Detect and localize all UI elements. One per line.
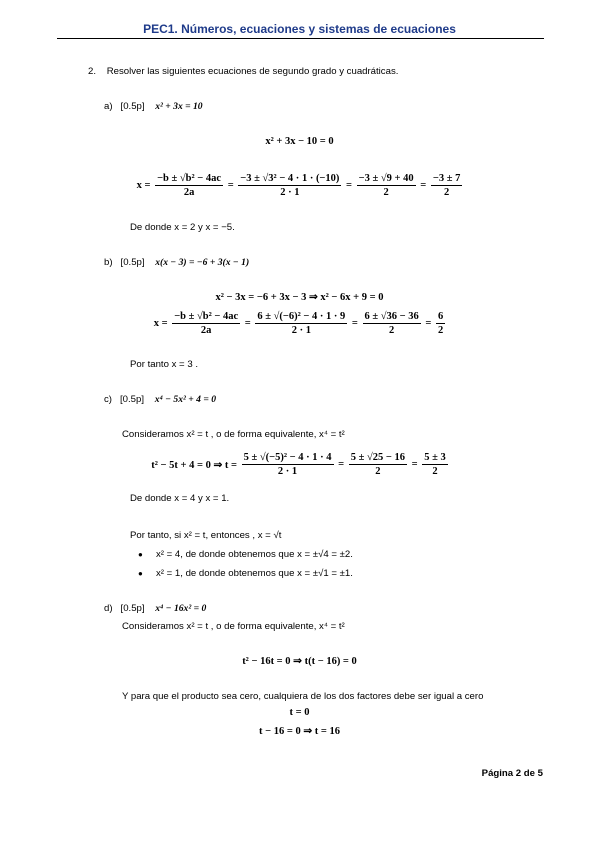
fraction-numerator: 5 ± √(−5)² − 4 · 1 · 4 <box>243 452 332 463</box>
part-c-equation: x⁴ − 5x² + 4 = 0 <box>154 394 217 405</box>
part-b-label: b) <box>104 257 113 268</box>
equals-sign: = <box>227 180 234 191</box>
fraction-numerator: −3 ± 7 <box>432 173 461 184</box>
bullet-icon: ● <box>138 550 143 559</box>
page-number: Página 2 de 5 <box>481 768 543 779</box>
part-a-heading <box>104 101 203 112</box>
part-a-equation: x² + 3x = 10 <box>155 101 203 112</box>
fraction-denominator: 2 · 1 <box>280 187 300 198</box>
equals-sign: = <box>244 318 251 329</box>
part-c-label: c) <box>104 394 112 405</box>
fraction-substituted <box>255 310 347 337</box>
fraction-denominator: 2 <box>444 187 450 198</box>
bullet-text: x² = 1, de donde obtenemos que x = ±√1 = ±1. <box>156 568 353 579</box>
formula-lhs: x = <box>153 318 168 329</box>
problem-statement <box>88 66 398 77</box>
list-item <box>138 549 353 560</box>
part-c-substitution: Consideramos x² = t , o de forma equivalente, x⁴ = t² <box>122 429 345 440</box>
part-d-heading <box>104 603 206 614</box>
fraction-numerator: 6 <box>438 311 444 322</box>
equals-sign: = <box>425 318 432 329</box>
part-d-explanation: Y para que el producto sea cero, cualquiera de los dos factores debe ser igual a cero <box>122 691 484 702</box>
page-header-title: PEC1. Números, ecuaciones y sistemas de ecuaciones <box>143 22 456 36</box>
problem-text: Resolver las siguientes ecuaciones de segundo grado y cuadráticas. <box>106 66 399 77</box>
part-a-label: a) <box>104 101 113 112</box>
fraction-numerator: 5 ± √25 − 16 <box>350 452 405 463</box>
fraction-substituted <box>242 451 334 478</box>
part-d-label: d) <box>104 603 113 614</box>
bullet-icon: ● <box>138 569 143 578</box>
part-a-quadratic-formula <box>0 172 599 199</box>
fraction-simplified <box>357 172 416 199</box>
part-b-quadratic-formula <box>0 310 599 337</box>
fraction-denominator: 2 <box>438 325 444 336</box>
part-d-step: t² − 16t = 0 ⇒ t(t − 16) = 0 <box>242 656 357 667</box>
fraction-numerator: 6 ± √36 − 36 <box>364 311 419 322</box>
fraction-denominator: 2 <box>389 325 395 336</box>
formula-lhs: x = <box>136 180 151 191</box>
fraction-denominator: 2 <box>375 466 381 477</box>
part-a-standard-form: x² + 3x − 10 = 0 <box>265 136 334 147</box>
part-b-result: Por tanto x = 3 . <box>130 359 198 370</box>
equals-sign: = <box>338 459 345 470</box>
fraction-substituted <box>238 172 341 199</box>
fraction-numerator: 6 ± √(−6)² − 4 · 1 · 9 <box>257 311 346 322</box>
equals-sign: = <box>351 318 358 329</box>
equals-sign: = <box>411 459 418 470</box>
fraction-numerator: −3 ± √9 + 40 <box>358 173 414 184</box>
part-d-equation: x⁴ − 16x² = 0 <box>155 603 207 614</box>
fraction-denominator: 2a <box>183 187 195 198</box>
part-a-points: [0.5p] <box>120 101 145 112</box>
fraction-numerator: −b ± √b² − 4ac <box>174 311 239 322</box>
fraction-final <box>431 172 463 199</box>
part-b-equation: x(x − 3) = −6 + 3(x − 1) <box>155 257 250 268</box>
part-b-step: x² − 3x = −6 + 3x − 3 ⇒ x² − 6x + 9 = 0 <box>215 292 384 303</box>
problem-number: 2. <box>88 66 97 77</box>
fraction-numerator: −3 ± √3² − 4 · 1 · (−10) <box>240 173 340 184</box>
fraction-denominator: 2a <box>200 325 212 336</box>
formula-lhs: t² − 5t + 4 = 0 ⇒ t = <box>151 459 237 471</box>
bullet-text: x² = 4, de donde obtenemos que x = ±√4 = ±2. <box>156 549 353 560</box>
fraction-denominator: 2 <box>432 466 438 477</box>
header-rule <box>57 38 544 39</box>
equals-sign: = <box>346 180 353 191</box>
part-c-result: De donde x = 4 y x = 1. <box>130 493 230 504</box>
fraction-denominator: 2 · 1 <box>291 325 311 336</box>
part-a-result: De donde x = 2 y x = −5. <box>130 222 235 233</box>
fraction-numerator: 5 ± 3 <box>424 452 446 463</box>
part-d-substitution: Consideramos x² = t , o de forma equivalente, x⁴ = t² <box>122 621 345 632</box>
list-item <box>138 568 353 579</box>
part-b-heading <box>104 257 249 268</box>
part-b-points: [0.5p] <box>120 257 145 268</box>
part-c-points: [0.5p] <box>120 394 145 405</box>
part-c-quadratic-formula <box>0 451 599 478</box>
fraction-denominator: 2 <box>383 187 389 198</box>
fraction-numerator: −b ± √b² − 4ac <box>157 173 222 184</box>
fraction-simplified <box>363 310 421 337</box>
part-c-heading <box>104 394 216 405</box>
fraction-general <box>155 172 223 199</box>
fraction-simplified <box>349 451 407 478</box>
part-d-points: [0.5p] <box>120 603 145 614</box>
part-d-solution-1: t = 0 <box>289 707 310 718</box>
fraction-final <box>436 310 445 337</box>
fraction-denominator: 2 · 1 <box>277 466 298 477</box>
part-d-solution-2: t − 16 = 0 ⇒ t = 16 <box>259 726 340 737</box>
equals-sign: = <box>420 180 427 191</box>
fraction-final <box>422 451 448 478</box>
part-c-therefore: Por tanto, si x² = t, entonces , x = √t <box>130 530 282 541</box>
fraction-general <box>172 310 240 337</box>
